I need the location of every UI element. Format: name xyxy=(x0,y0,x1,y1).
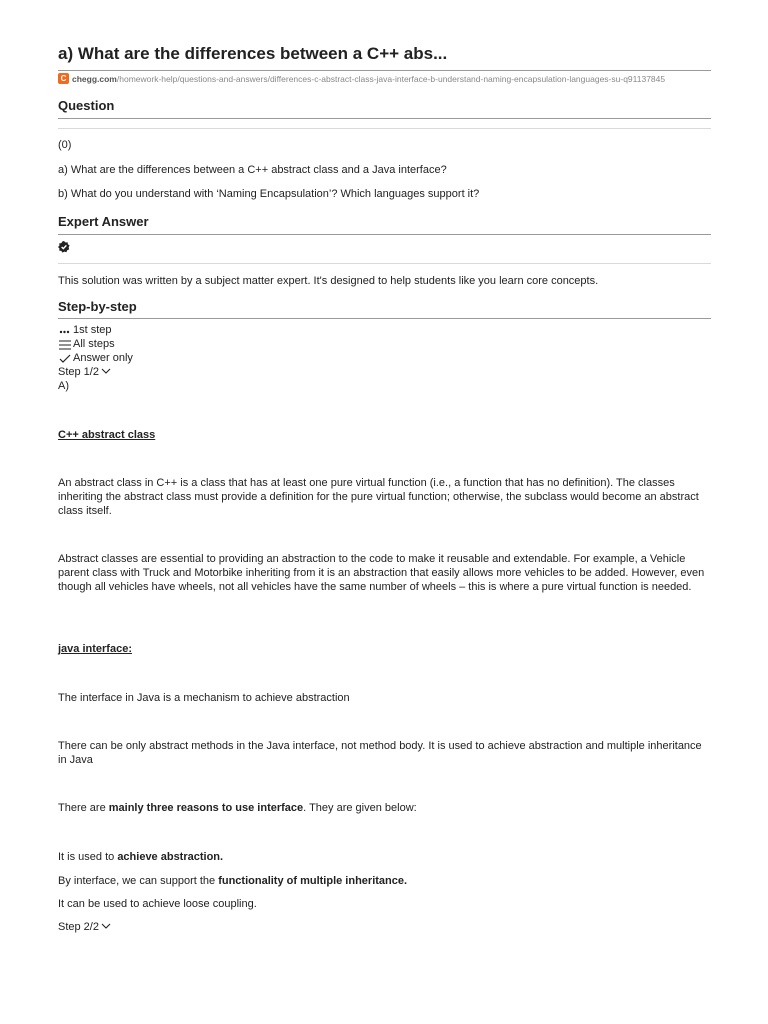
lines-icon xyxy=(58,339,72,350)
question-divider xyxy=(58,118,711,119)
reason-2-pre: By interface, we can support the xyxy=(58,875,219,887)
view-option-all-steps[interactable] xyxy=(58,337,710,351)
dots-icon xyxy=(58,325,72,336)
reasons-pre: There are xyxy=(58,802,109,814)
step-2-label: Step 2/2 xyxy=(58,921,99,933)
reasons-intro xyxy=(58,801,710,815)
chegg-favicon-icon: C xyxy=(58,73,69,84)
url-path[interactable]: /homework-help/questions-and-answers/differences-c-abstract-class-java-interface-b-understand-naming-encapsulation-languages-su-q91137845 xyxy=(116,73,666,84)
step-by-step-heading: Step-by-step xyxy=(58,299,137,314)
reason-2-bold: functionality of multiple inheritance. xyxy=(218,875,408,887)
view-option-first-step[interactable] xyxy=(58,323,710,337)
question-heading: Question xyxy=(58,98,115,113)
reason-3: It can be used to achieve loose coupling. xyxy=(58,898,257,910)
reason-1 xyxy=(58,850,710,864)
step-1-toggle[interactable] xyxy=(58,366,710,378)
chevron-down-icon xyxy=(101,366,111,378)
answer-part-label: A) xyxy=(58,380,69,392)
java-paragraph-2: There can be only abstract methods in the Java interface, not method body. It is used to achieve abstraction and multiple inheritance in Java xyxy=(58,740,702,766)
reason-1-bold: achieve abstraction. xyxy=(117,851,224,863)
vote-count: (0) xyxy=(58,139,72,151)
title-divider xyxy=(58,70,711,71)
step-divider xyxy=(58,318,711,319)
cpp-heading: C++ abstract class xyxy=(58,429,156,441)
question-line-a: a) What are the differences between a C++ abstract class and a Java interface? xyxy=(58,164,447,176)
url-host[interactable]: chegg.com xyxy=(72,73,117,84)
reasons-post: . They are given below: xyxy=(303,802,417,814)
badge-divider xyxy=(58,263,711,264)
view-option-answer-only[interactable] xyxy=(58,351,710,365)
java-heading: java interface: xyxy=(58,643,132,655)
step-2-toggle[interactable] xyxy=(58,921,710,933)
page-title: a) What are the differences between a C++ abs... xyxy=(58,44,448,63)
expert-answer-heading: Expert Answer xyxy=(58,214,149,229)
expert-note: This solution was written by a subject matter expert. It's designed to help students like you learn core concepts. xyxy=(58,275,599,287)
question-subdivider xyxy=(58,128,711,129)
check-icon xyxy=(58,353,72,364)
step-1-label: Step 1/2 xyxy=(58,366,99,378)
question-line-b: b) What do you understand with ‘Naming Encapsulation’? Which languages support it? xyxy=(58,188,480,200)
reasons-bold: mainly three reasons to use interface xyxy=(108,802,304,814)
verified-badge-icon xyxy=(58,241,710,253)
source-url[interactable] xyxy=(58,73,710,84)
reason-2 xyxy=(58,874,710,888)
reason-1-pre: It is used to xyxy=(58,851,118,863)
java-paragraph-1: The interface in Java is a mechanism to achieve abstraction xyxy=(58,692,350,704)
cpp-paragraph-1: An abstract class in C++ is a class that has at least one pure virtual function (i.e., a function that has no definition). The classes inheriting the abstract class must provide a definition for the pure virtual function; otherwise, the subclass would become an abstract class itself. xyxy=(58,477,699,517)
view-option-label: Answer only xyxy=(73,352,133,364)
view-option-label: All steps xyxy=(73,338,115,350)
view-option-label: 1st step xyxy=(73,324,112,336)
chevron-down-icon xyxy=(101,921,111,933)
answer-divider xyxy=(58,234,711,235)
cpp-paragraph-2: Abstract classes are essential to providing an abstraction to the code to make it reusable and extendable. For example, a Vehicle parent class with Truck and Motorbike inheriting from it is an abstraction that easily allows more vehicles to be added. However, even though all vehicles have wheels, not all vehicles have the same number of wheels – this is where a pure virtual function is needed. xyxy=(58,553,705,593)
